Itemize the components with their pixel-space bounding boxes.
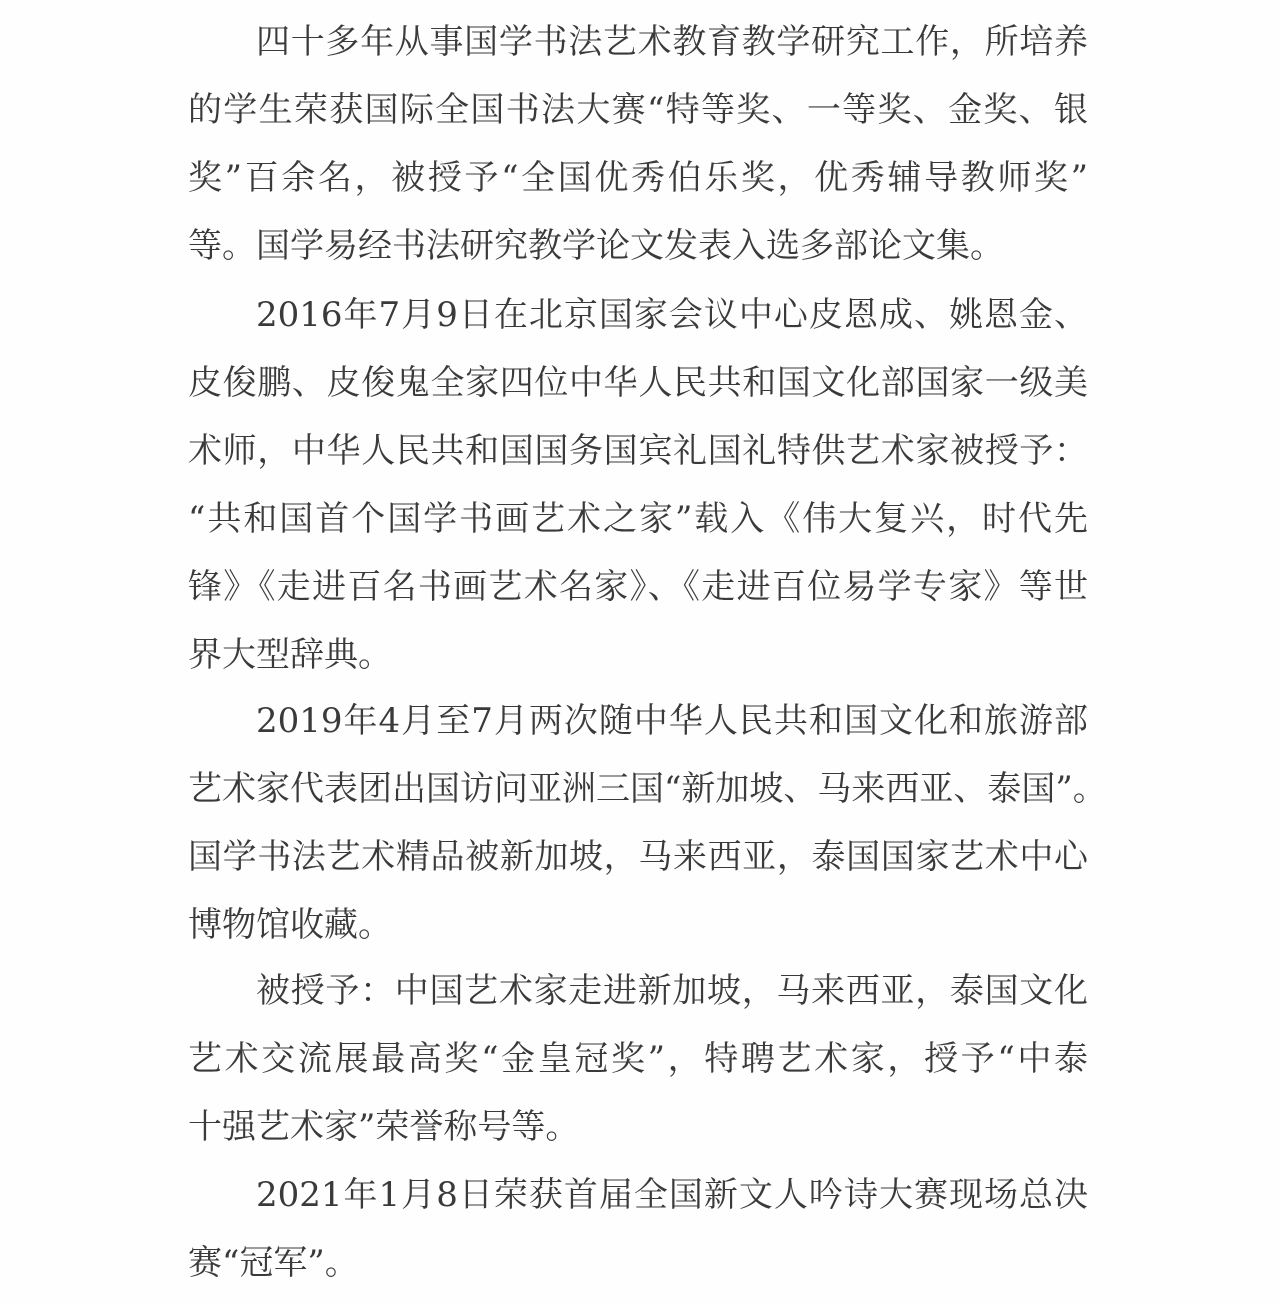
paragraph-1-line-2: 的学生荣获国际全国书法大赛“特等奖、一等奖、金奖、银 (188, 90, 1088, 130)
paragraph-4-line-1: 被授予：中国艺术家走进新加坡，马来西亚，泰国文化 (256, 971, 1088, 1011)
paragraph-5-line-2: 赛“冠军”。 (188, 1243, 359, 1283)
paragraph-2-line-4: “共和国首个国学书画艺术之家”载入《伟大复兴，时代先 (188, 499, 1088, 539)
paragraph-1-line-3: 奖”百余名，被授予“全国优秀伯乐奖，优秀辅导教师奖” (188, 158, 1088, 198)
paragraph-3-line-1: 2019年4月至7月两次随中华人民共和国文化和旅游部 (256, 701, 1088, 741)
paragraph-1-line-4: 等。国学易经书法研究教学论文发表入选多部论文集。 (188, 226, 1004, 266)
paragraph-2-line-5: 锋》《走进百名书画艺术名家》、《走进百位易学专家》等世 (188, 567, 1088, 607)
paragraph-3-line-4: 博物馆收藏。 (188, 905, 392, 945)
paragraph-2-line-1: 2016年7月9日在北京国家会议中心皮恩成、姚恩金、 (256, 295, 1088, 335)
paragraph-3-line-3: 国学书法艺术精品被新加坡，马来西亚，泰国国家艺术中心 (188, 837, 1088, 877)
paragraph-2-line-3: 术师，中华人民共和国国务国宾礼国礼特供艺术家被授予： (188, 431, 1088, 471)
paragraph-2-line-2: 皮俊鹏、皮俊鬼全家四位中华人民共和国文化部国家一级美 (188, 363, 1088, 403)
paragraph-1-line-1: 四十多年从事国学书法艺术教育教学研究工作，所培养 (256, 22, 1088, 62)
paragraph-5-line-1: 2021年1月8日荣获首届全国新文人吟诗大赛现场总决 (256, 1175, 1088, 1215)
paragraph-4-line-2: 艺术交流展最高奖“金皇冠奖”，特聘艺术家，授予“中泰 (188, 1039, 1088, 1079)
paragraph-2-line-6: 界大型辞典。 (188, 635, 392, 675)
paragraph-3-line-2: 艺术家代表团出国访问亚洲三国“新加坡、马来西亚、泰国”。 (188, 769, 1107, 809)
paragraph-4-line-3: 十强艺术家”荣誉称号等。 (188, 1107, 580, 1147)
